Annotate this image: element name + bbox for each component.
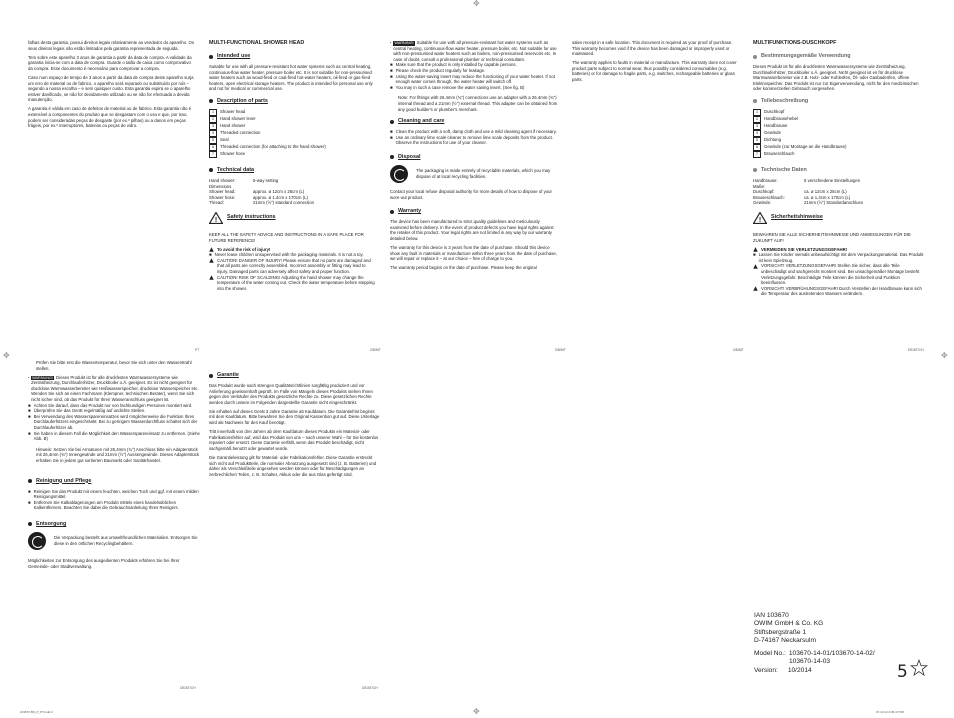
list-item: 3 Handbrause [753, 123, 925, 130]
bullet-dot [28, 479, 32, 483]
warning-item: To avoid the risk of injury! [209, 247, 377, 253]
section-heading: Entsorgung [28, 521, 200, 528]
paragraph: A garantia é válida em caso de defeitos de material ou de fabrico. Esta garantia não é extensível a componentes do produto que se desgastam com o uso e que, por isso, podem ser consideradas peças de desgaste (por ex.º pilhas) ou a danos em peças frágeis, por ex.º interruptores, baterias ou peças de vidro. [28, 106, 192, 129]
paragraph: The warranty for this device is 3 years from the date of purchase. Should this device show any fault in materials or manufacture within three years from the date of purchase, we will repair or replace it – at our choice – free of charge to you. [390, 244, 557, 262]
warning-block: WARNING! Suitable for use with all pressure-resistant hot water systems such as central heating, continuous-flow water heater, pressure boiler, etc. Not suitable for use with non-pressurised water heaters such as boilers, non-pressurised reservoirs etc. In case of doubt, consult a professional plumber or technical consultant. [390, 40, 558, 62]
warning-label: WARNING! [394, 41, 414, 45]
star-icon [910, 659, 928, 677]
warning-item: CAUTION! RISK OF SCALDING! Adjusting the hand shower may change the temperature of the water coming out. Check the water temperature before stepping into the shower. [209, 275, 377, 292]
warning-label: WARNUNG! [32, 375, 54, 380]
bullet-dot [390, 155, 394, 159]
bullet-dot [753, 168, 757, 172]
ian-number: IAN 103670 [754, 612, 789, 619]
section-heading: Intended use [209, 53, 377, 60]
list-item: 6 Threaded connection (for attaching to the hand shower) [209, 144, 377, 151]
list-item: ■ Make sure that the product is only installed by capable persons. [390, 62, 517, 68]
recycle-icon [28, 532, 46, 550]
section-heading: Cleaning and care [390, 118, 558, 125]
model-row-2: 103670-14-03 [789, 658, 831, 666]
paragraph: Prüfen Sie bitte erst die Wassertemperatur, bevor Sie sich unter den Wasserstrahl stellen. [36, 360, 192, 371]
section-heading: Technical data [209, 167, 377, 174]
page-footer: DE/AT/CH [362, 686, 378, 690]
bullet-dot [209, 55, 213, 59]
page-footer: GB/MT [370, 348, 381, 352]
paragraph: Sie erhalten auf dieses Gerät 3 Jahre Garantie ab Kaufdatum. Die Garantiefrist beginnt mit dem Kaufdatum. Bitte bewahren Sie den Original Kassenbon gut auf. Diese Unterlage wird als Nachweis für den Kauf benötigt. [209, 408, 380, 426]
disposal-block: The packaging is made entirely of recyclable materials, which you may dispose of at local recycling facilities. [390, 165, 558, 183]
page-footer: GB/MT [555, 348, 566, 352]
list-item: ■ You may in such a case remove the water saving insert. (See fig. B) [390, 84, 525, 90]
warning-triangle-icon [753, 286, 758, 291]
bullet-dot [209, 374, 213, 378]
list-item: ■ Achten Sie darauf, dass das Produkt nur von fachkundigen Personen montiert wird. [28, 402, 193, 408]
crop-mark-bottom: ✥ [473, 707, 480, 716]
crop-mark-top: ✥ [473, 0, 480, 8]
crop-mark-right: ✥ [941, 351, 948, 360]
list-item: ■ Überprüfen Sie das Gerät regelmäßig auf undichte Stellen. [28, 408, 146, 414]
list-item: 1 Shower head [209, 109, 377, 116]
bullet-dot [209, 99, 213, 103]
paragraph: The warranty period begins on the date of purchase. Please keep the original [390, 265, 537, 271]
city: D-74167 Neckarsulm [754, 636, 816, 644]
column-de-2 [28, 360, 200, 573]
product-title: MULTI-FUNCTIONAL SHOWER HEAD [209, 40, 305, 46]
tech-table: Handbrause: 5 verschiedene Einstellungen Maße: Duschkopf: ca. ø 12cm x 25cm (L) Brauseschlauch: ca. ø 1,4cm x 170cm (L) Gewinde: 21mm (½") Standardanschluss [753, 177, 863, 206]
page-footer: DE/AT/CH [908, 348, 924, 352]
list-item: 7 Brauseschlauch [753, 151, 925, 158]
section-heading: ! Sicherheitshinweise [753, 212, 925, 224]
section-heading: Technische Daten [753, 167, 925, 174]
list-item: ■ Reinigen Sie das Produkt mit einem feuchten, weichen Tuch und ggf. mit einem milden Reinigungsmittel. [28, 488, 199, 500]
paragraph: BEWAHREN SIE ALLE SICHERHEITSHINWEISE UND ANWEISUNGEN FÜR DIE ZUKUNFT AUF! [753, 231, 911, 243]
svg-text:!: ! [214, 216, 218, 224]
list-item: ■ Bei Verwendung des Wassersparereinsatzes wird möglicherweise die Funktion Ihres Durchlauferhitzers eingeschränkt. Bei zu geringem Wasserdurchfluss schaltet sich der Durchlauferhitzer ab. [28, 413, 198, 431]
list-item: ■ Never leave children unsupervised with the packaging materials. It is not a toy. [209, 252, 364, 258]
section-heading: Teilebeschreibung [753, 98, 925, 105]
paragraph: Contact your local refuse disposal authority for more details of how to dispose of your worn-out product. [390, 188, 552, 200]
section-heading: Disposal [390, 154, 558, 161]
svg-text:!: ! [758, 216, 762, 224]
list-item: 4 Threaded connection [209, 130, 377, 137]
list-item: 5 Dichtung [753, 137, 925, 144]
paragraph: Tritt innerhalb von drei Jahren ab dem Kaufdatum dieses Produkts ein Material- oder Fabrikationsfehler auf, wird das Produkt von uns – nach unserer Wahl – für Sie kostenlos repariert oder ersetzt. Diese Garantie verfällt, wenn das Produkt beschädigt, nicht sachgemäß benutzt oder gewartet wurde. [209, 429, 379, 451]
file-info-left: 103670 BS_P_PT.indd 2 [20, 710, 53, 714]
paragraph: Die Garantieleistung gilt für Material- oder Fabrikationsfehler. Diese Garantie erstreckt sich nicht auf Produktteile, die normaler Abnutzung ausgesetzt sind (z. B. Batterien) und daher als Verschleißteile angesehen werden können oder für Beschädigungen an zerbrechlichen Teilen, z. B. Schalter, Akkus oder die aus Glas gefertigt sind. [209, 455, 377, 477]
bullet-dot [753, 55, 757, 59]
bullet-dot [28, 522, 32, 526]
paragraph: sales receipt in a safe location. This document is required as your proof of purchase. This warranty becomes void if the device has been damaged or improperly used or maintained. [572, 40, 733, 57]
page-footer: DE/AT/CH [180, 686, 196, 690]
product-title: MULTIFUNKTIONS-DUSCHKOPF [753, 40, 837, 46]
model-row: Model No.: 103670-14-01/103670-14-02/ [754, 650, 875, 658]
warning-item: VERMEIDEN SIE VERLETZUNGSGEFAHR! [753, 247, 925, 253]
list-item: 2 Hand shower lever [209, 116, 377, 123]
paragraph: Suitable for use with all pressure-resistant hot water systems such as central heating, continuous-flow water heater, pressure boiler etc. It is not suitable for non-pressurised water heaters such as wood-fired or coal-fired hot-water heaters, oil-fired or gas-fired heaters, open electrical storage heaters. The product is intended for personal use only and not for medical or commercial use. [209, 64, 373, 92]
warning-item: CAUTION! DANGER OF INJURY! Please ensure that no parts are damaged and that all parts are correctly assembled. Incorrect assembly or fitting may lead to injury. Damaged parts can adversely affect safety and proper function. [209, 258, 377, 275]
crop-mark-left: ✥ [3, 351, 10, 360]
manufacturer-address [754, 612, 875, 675]
note: Hinweis: Setzen Sie bei Armaturen mit 26,4mm (¾") Anschluss bitte ein Adapterstück mit 26,4mm (¾") Innengewinde und 21mm (½") Aussengewinde. Dieses Adapterstück erhalten Sie in jedem gut sortierten Baumarkt oder Sanitärhandel. [36, 446, 200, 463]
warning-triangle-icon [753, 264, 758, 269]
list-item: 2 Handbrausehebel [753, 116, 925, 123]
section-heading: Bestimmungsgemäße Verwendung [753, 53, 925, 60]
paragraph: Das Produkt wurde nach strengen Qualitätsrichtlinien sorgfältig produziert und vor Anlieferung gewissenhaft geprüft. Im Falle von Mängeln dieses Produkts stehen Ihnen gegen den Verkäufer des Produkts gesetzliche Rechte zu. Diese gesetzlichen Rechte werden durch unsere im Folgenden dargestellte Garantie nicht eingeschränkt. [209, 383, 373, 405]
page-footer: PT [195, 348, 200, 352]
warning-triangle-icon [209, 212, 223, 224]
page-number: 5 [897, 662, 908, 682]
list-item: ■ Please check the product regularly for leakage. [390, 67, 486, 73]
tech-table: Hand shower: 5-way setting Dimensions Shower head: approx. ø 12cm x 25cm (L) Shower hose: approx. ø 1.4cm x 170cm (L) Thread: 21mm (½") standard connection [209, 177, 314, 206]
list-item: ■ Using the water-saving insert may reduce the functioning of your water heater. If not enough water comes through, the water heater will switch off. [390, 73, 555, 85]
list-item: 1 Duschkopf [753, 109, 925, 116]
list-item: 6 Gewinde (zur Montage an die Handbrause) [753, 144, 925, 151]
note: Note: For fittings with 26.4mm (¾") connections use an adapter with a 26.4mm (¾") internal thread and a 21mm (½") external thread. This adapter can be obtained from any good builder's or plumber's merchant. [398, 95, 558, 112]
bullet-dot [209, 168, 213, 172]
section-heading: Reinigung und Pflege [28, 478, 200, 485]
section-heading: ! Safety instructions [209, 212, 377, 224]
warning-triangle-icon [209, 258, 214, 263]
paragraph: KEEP ALL THE SAFETY ADVICE AND INSTRUCTIONS IN A SAFE PLACE FOR FUTURE REFERENCE! [209, 231, 364, 243]
paragraph: Dieses Produkt ist für alle druckfesten Warmwassersysteme wie Zentralheizung, Durchlauferhitzer, Druckboiler o.Ä. geeignet. Nicht geeignet ist es für drucklose Warmwasserbereiter wie z.B. Holz- oder Kohleöfen, Öl- oder Gasbadeöfen, offene Elektrospeicher. Das Produkt ist nur zur Eigenverwendung, nicht für den medizinischen oder kommerziellen Gebrauch vorgesehen. [753, 64, 919, 92]
paragraph: The warranty applies to faults in material or manufacture. This warranty does not cover product parts subject to normal wear, thus possibly considered consumables (e.g. batteries) or for damage to fragile parts, e.g. switches, rechargeable batteries or glass parts. [572, 60, 737, 83]
list-item: 3 Hand shower [209, 123, 377, 130]
list-item: ■ Clean the product with a soft, damp cloth and use a mild cleaning agent if necessary. [390, 129, 557, 135]
warning-block: WARNUNG! Dieses Produkt ist für alle druckfesten Warmwassersysteme wie Zentralheizung, Durchlauferhitzer, Druckboiler o.Ä. geeignet. Es ist nicht geeignet für drucklose Warmwasserbereiter wie Heißwasserspeicher, drucklose Wasserspeicher etc. Wenden Sie sich an einen Fachmann (Klempner, technischen Berater), wenn Sie sich nicht sicher sind, ob das Produkt für Ihren Wasseranschluss geeignet ist. [28, 375, 200, 403]
list-item: ■ Lassen Sie Kinder niemals unbeaufsichtigt mit dem Verpackungsmaterial. Das Produkt ist kein Spielzeug. [753, 252, 924, 263]
street: Stiftsbergstraße 1 [754, 628, 807, 636]
section-heading: Garantie [209, 372, 381, 379]
column-de-3 [209, 360, 381, 481]
parts-list [209, 109, 377, 158]
list-item: 7 Shower hose [209, 151, 377, 158]
parts-list [753, 109, 925, 158]
paragraph: Caso num espaço de tempo de 3 anos a partir da data de compra deste aparelho surja um erro de material ou de fabrico, o aparelho será reparado ou substituído por nós – segundo a nossa escolha – e sem qualquer custo. Esta garantia expira se o aparelho estiver danificado, se não for devidamente utilizado ou se não for efectuada a devida manutenção. [28, 74, 194, 103]
column-gb-2 [390, 40, 558, 274]
paragraph: The device has been manufactured to strict quality guidelines and meticulously examined before delivery. In the event of product defects you have legal rights against the retailer of this product. Your legal rights are not limited in any way by our warranty detailed below. [390, 219, 554, 241]
section-heading: Warranty [390, 208, 558, 215]
disposal-block: Die Verpackung besteht aus umweltfreundlichen Materialien. Entsorgen Sie diese in den örtlichen Recyclingbehältern. [28, 532, 200, 550]
bullet-dot [753, 99, 757, 103]
paragraph: Tem sobre este aparelho 3 anos de garantia a partir da data de compra. A validade da garantia inicia-se com a data de compra. Guarde o talão de caixa como comprovativo da compra. Esse documento é necessário para comprovar a compra. [28, 54, 192, 71]
warning-triangle-icon [390, 40, 391, 45]
file-info-right: 07.10.14 2:36:47 PM [876, 710, 904, 714]
section-heading: Description of parts [209, 98, 377, 105]
company-name: OWIM GmbH & Co. KG [754, 620, 824, 628]
warning-triangle-icon [753, 212, 767, 224]
bullet-dot [390, 120, 394, 124]
column-gb-3 [572, 40, 740, 86]
column-pt [28, 40, 196, 132]
bullet-dot [390, 210, 394, 214]
warning-item: VORSICHT! VERBRÜHUNGSGEFAHR! Durch Verstellen der Handbrause kann sich die Temperatur des austretenden Wassers verändern. [753, 286, 925, 297]
warning-triangle-icon [28, 375, 29, 380]
list-item: ■ Entfernen Sie Kalkablagerungen am Produkt mittels eines handelsüblichen Kalkentferners. Beachten Sie dabei die Gebrauchsanleitung Ihres Reinigers. [28, 499, 179, 511]
warning-triangle-icon [209, 275, 214, 280]
list-item: ■ Sie haben in diesem Fall die Möglichkeit den Wassersparereinsatz zu entfernen. (Siehe Abb. B) [28, 430, 200, 442]
paragraph: Möglichkeiten zur Entsorgung des ausgedienten Produkts erfahren Sie bei Ihrer Gemeinde- oder Stadtverwaltung. [28, 557, 180, 569]
version-row: Version: 10/2014 [754, 666, 812, 674]
paragraph: falhas desta garantia, possui direitos legais relativamente ao vendedor do aparelho. Os seus direitos legais não estão limitados pela garantia representada de seguida. [28, 40, 195, 51]
list-item: ■ Use an ordinary lime scale cleaner to remove lime scale deposits from the product. Observe the instructions for use of your cleaner. [390, 134, 553, 146]
recycle-icon [390, 165, 408, 183]
list-item: 5 Seal [209, 137, 377, 144]
warning-item: VORSICHT! VERLETZUNGSGEFAHR! Stellen Sie sicher, dass alle Teile unbeschädigt und sachgerecht montiert sind. Bei unsachgemäßer Montage besteht Verletzungsgefahr. Beschädigte Teile können die Sicherheit und Funktion beeinflussen. [753, 263, 925, 285]
list-item: 4 Gewinde [753, 130, 925, 137]
column-de-1 [753, 40, 925, 297]
page-footer: GB/MT [733, 348, 744, 352]
column-gb-1 [209, 40, 377, 291]
